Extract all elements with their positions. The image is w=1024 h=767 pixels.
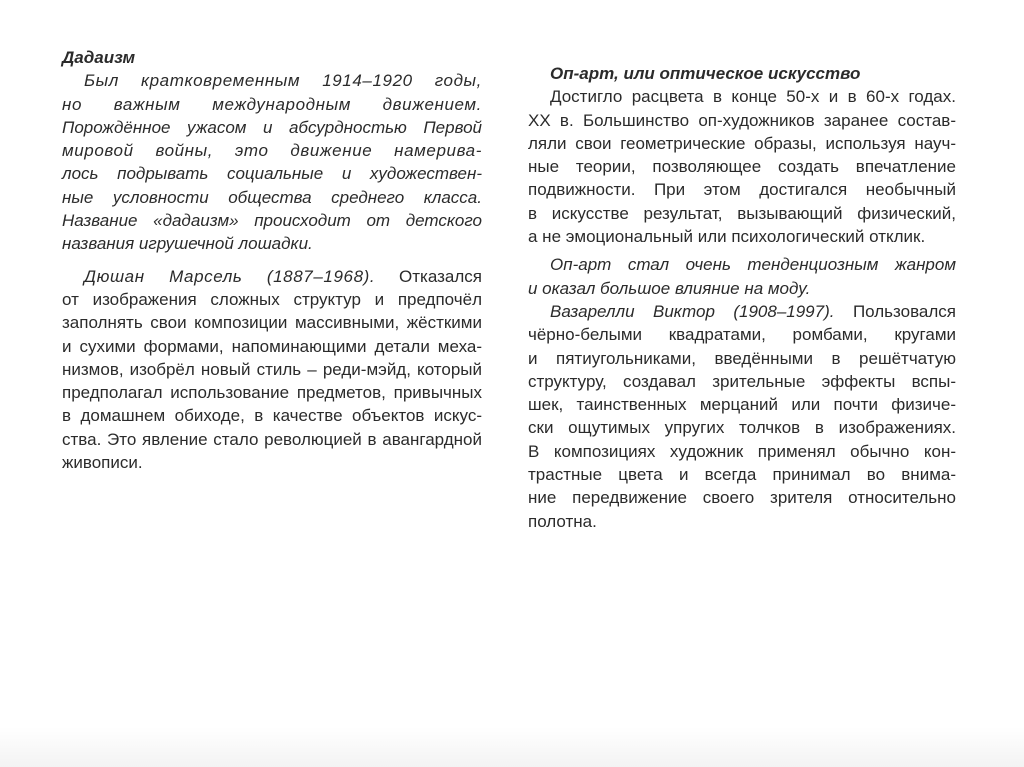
text-line: и пятиугольниками, введёнными в решётчатую: [528, 348, 956, 368]
text-line: Был кратковременным 1914–1920 годы,: [84, 71, 482, 91]
op-art-note: [528, 253, 956, 300]
op-art-intro: [528, 85, 956, 248]
text-line: ные теории, позволяющее создать впечатление: [528, 157, 956, 177]
text-line: ляли свои геометрические образы, используя науч-: [528, 133, 956, 153]
text-line: Достигло расцвета в конце 50-х и в 60-х годах.: [550, 87, 956, 107]
text-line: мировой войны, это движение намерива-: [62, 141, 482, 161]
text-line: в искусстве результат, вызывающий физический,: [528, 203, 956, 223]
text-line: названия игрушечной лошадки.: [62, 234, 313, 254]
text-line: полотна.: [528, 511, 597, 531]
text-line: подвижности. При этом достигался необычный: [528, 180, 956, 200]
duchamp-paragraph: [62, 265, 482, 475]
text-line: структуру, создавал зрительные эффекты вспы-: [528, 371, 956, 391]
text-line: но важным международным движением.: [62, 94, 482, 114]
text-line: чёрно-белыми квадратами, ромбами, кругами: [528, 325, 956, 345]
text-line: от изображения сложных структур и предпочёл: [62, 289, 482, 309]
text-line: и сухими формами, напоминающими детали меха-: [62, 336, 482, 356]
text-line: заполнять свои композиции массивными, жёсткими: [62, 313, 482, 333]
text-line: В композициях художник применял обычно кон-: [528, 441, 956, 461]
text-line: а не эмоциональный или психологический отклик.: [528, 227, 926, 247]
text-line: низмов, изобрёл новый стиль – реди-мэйд, который: [62, 359, 482, 379]
text-line: предполагал использование предметов, привычных: [62, 383, 482, 403]
text-line: в домашнем обиходе, в качестве объектов искус-: [62, 406, 482, 426]
text-line: Название «дадаизм» происходит от детского: [62, 211, 482, 231]
text-line: лось подрывать социальные и художествен-: [62, 164, 482, 184]
text-fragment: Отказался: [399, 266, 482, 286]
op-art-heading: Оп-арт, или оптическое искусство: [550, 64, 861, 83]
text-line: Порождённое ужасом и абсурдностью Первой: [62, 117, 482, 137]
text-line: [528, 300, 956, 323]
text-line: ства. Это явление стало революцией в авангардной: [62, 429, 482, 449]
text-fragment: Пользовался: [852, 301, 956, 321]
text-line: и оказал большое влияние на моду.: [528, 278, 811, 298]
text-line: ные условности общества среднего класса.: [62, 187, 482, 207]
text-line: трастные цвета и всегда принимал во внима-: [528, 465, 956, 485]
vasarely-paragraph: [528, 300, 956, 533]
text-line: [62, 265, 482, 288]
artist-name-vasarely: Вазарелли Виктор (1908–1997).: [550, 301, 835, 321]
text-line: живописи.: [62, 453, 143, 473]
op-art-column: [528, 62, 956, 533]
text-line: ние передвижение своего зрителя относительно: [528, 488, 956, 508]
text-line: Оп-арт стал очень тенденциозным жанром: [550, 255, 956, 275]
dadaism-heading: Дадаизм: [62, 48, 136, 67]
text-line: XX в. Большинство оп-художников заранее состав-: [528, 110, 956, 130]
artist-name-duchamp: Дюшан Марсель (1887–1968).: [84, 266, 376, 286]
text-line: шек, таинственных мерцаний или почти физиче-: [528, 395, 956, 415]
page-bottom-shade: [0, 727, 1024, 767]
dadaism-intro: [62, 69, 482, 255]
text-line: ски ощутимых упругих толчков в изображениях.: [528, 418, 956, 438]
dadaism-column: [62, 46, 482, 474]
